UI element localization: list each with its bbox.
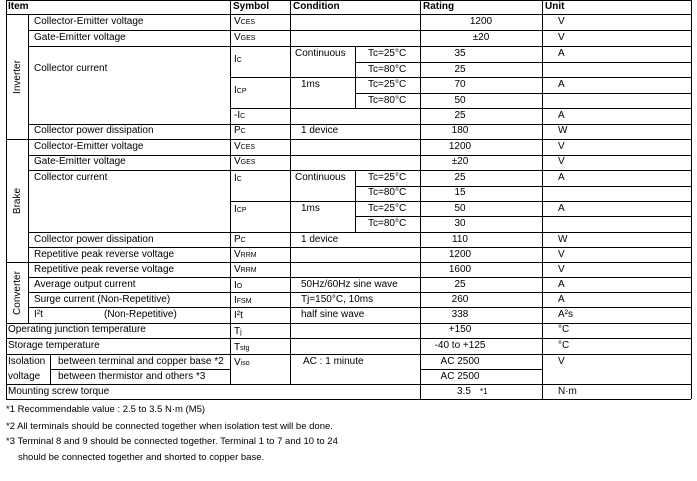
brk-vges-symbol: VGES [234, 156, 256, 167]
tj-unit: °C [558, 324, 570, 335]
group-inverter: Inverter [12, 60, 23, 94]
inv-minus-ic-rating: 25 [454, 110, 466, 121]
inv-pc-unit: W [558, 125, 568, 136]
cnv-i2t-unit: A²s [558, 309, 573, 320]
footnote-3: *3 Terminal 8 and 9 should be connected together. Terminal 1 to 7 and 10 to 24 [6, 436, 338, 447]
screw-rating: 3.5 [457, 386, 471, 397]
brk-vces-symbol: VCES [234, 141, 256, 152]
brk-ic-tc2: Tc=80°C [368, 187, 407, 198]
brk-pc-unit: W [558, 234, 568, 245]
header-unit: Unit [545, 1, 565, 12]
viso-condition: AC : 1 minute [303, 356, 364, 367]
tstg-unit: °C [558, 340, 570, 351]
inv-ic-symbol: IC [234, 54, 242, 65]
inv-vges-item: Gate-Emitter voltage [34, 32, 126, 43]
cnv-vrrm-item: Repetitive peak reverse voltage [34, 264, 175, 275]
inv-vges-symbol: VGES [234, 32, 256, 43]
brk-icp-tc1: Tc=25°C [368, 203, 407, 214]
brk-vces-rating: 1200 [448, 141, 472, 152]
group-brake: Brake [12, 187, 23, 215]
brk-vrrm-symbol: VRRM [234, 249, 257, 260]
brk-icp-condition: 1ms [301, 203, 320, 214]
cnv-ifsm-symbol: IFSM [234, 295, 252, 306]
cnv-ifsm-unit: A [558, 294, 565, 305]
brk-ic-condition: Continuous [295, 172, 346, 183]
inv-icp-rating2: 50 [454, 95, 466, 106]
cnv-vrrm-unit: V [558, 264, 565, 275]
inv-ic-condition: Continuous [295, 48, 346, 59]
inv-ic-rating2: 25 [454, 64, 466, 75]
inv-icp-tc1: Tc=25°C [368, 79, 407, 90]
tj-rating: +150 [448, 324, 472, 335]
header-rating: Rating [423, 1, 455, 12]
header-symbol: Symbol [233, 1, 270, 12]
cnv-io-item: Average output current [34, 279, 136, 290]
brk-icp-unit: A [558, 203, 565, 214]
group-converter: Converter [12, 271, 23, 315]
cnv-vrrm-rating: 1600 [448, 264, 472, 275]
cnv-ifsm-condition: Tj=150°C, 10ms [301, 294, 374, 305]
brk-pc-symbol: PC [234, 234, 246, 245]
inv-ic-item: Collector current [34, 63, 108, 74]
brk-vrrm-item: Repetitive peak reverse voltage [34, 249, 175, 260]
footnote-2: *2 All terminals should be connected together when isolation test will be done. [6, 421, 333, 432]
inv-icp-condition: 1ms [301, 79, 320, 90]
screw-rating-note: *1 [480, 387, 488, 396]
inv-icp-symbol: ICP [234, 85, 247, 96]
cnv-io-condition: 50Hz/60Hz sine wave [301, 279, 398, 290]
viso-unit: V [558, 356, 565, 367]
tj-symbol: Tj [234, 326, 242, 337]
inv-ic-tc1: Tc=25°C [368, 48, 407, 59]
inv-pc-rating: 180 [451, 125, 469, 136]
brk-vges-rating: ±20 [451, 156, 469, 167]
tstg-item: Storage temperature [8, 340, 100, 351]
inv-vges-rating: ±20 [472, 32, 490, 43]
brk-vrrm-rating: 1200 [448, 249, 472, 260]
brk-icp-rating2: 30 [454, 218, 466, 229]
inv-ic-unit: A [558, 48, 565, 59]
brk-vces-item: Collector-Emitter voltage [34, 141, 144, 152]
brk-vces-unit: V [558, 141, 565, 152]
brk-ic-tc1: Tc=25°C [368, 172, 407, 183]
inv-icp-tc2: Tc=80°C [368, 95, 407, 106]
cnv-io-symbol: IO [234, 280, 243, 291]
viso-item-voltage: voltage [8, 371, 41, 382]
inv-vces-unit: V [558, 16, 565, 27]
inv-ic-tc2: Tc=80°C [368, 64, 407, 75]
inv-icp-rating1: 70 [454, 79, 466, 90]
screw-item: Mounting screw torque [8, 386, 110, 397]
brk-icp-tc2: Tc=80°C [368, 218, 407, 229]
header-item: Item [8, 1, 29, 12]
inv-vces-rating: 1200 [469, 16, 493, 27]
brk-ic-rating2: 15 [454, 187, 466, 198]
inv-icp-unit: A [558, 79, 565, 90]
header-condition: Condition [293, 1, 340, 12]
brk-pc-rating: 110 [452, 234, 468, 245]
brk-icp-symbol: ICP [234, 204, 247, 215]
cnv-io-rating: 25 [454, 279, 466, 290]
inv-vges-unit: V [558, 32, 565, 43]
brk-vges-item: Gate-Emitter voltage [34, 156, 126, 167]
brk-ic-symbol: IC [234, 173, 242, 184]
brk-pc-item: Collector power dissipation [34, 234, 154, 245]
brk-vges-unit: V [558, 156, 565, 167]
cnv-i2t-item-note: (Non-Repetitive) [104, 309, 177, 320]
inv-ic-rating1: 35 [454, 48, 466, 59]
inv-pc-condition: 1 device [301, 125, 339, 136]
brk-ic-rating1: 25 [454, 172, 466, 183]
inv-vces-item: Collector-Emitter voltage [34, 16, 144, 27]
cnv-i2t-rating: 338 [451, 309, 469, 320]
viso-item-isolation: Isolation [8, 356, 46, 367]
viso-rating2: AC 2500 [440, 371, 480, 382]
brk-vrrm-unit: V [558, 249, 565, 260]
absolute-maximum-ratings-table [6, 0, 691, 399]
cnv-i2t-symbol: I²t [234, 310, 243, 321]
brk-pc-condition: 1 device [301, 234, 339, 245]
brk-ic-item: Collector current [34, 172, 108, 183]
footnote-1: *1 Recommendable value : 2.5 to 3.5 N·m (M5) [6, 404, 206, 415]
tstg-symbol: Tstg [234, 342, 250, 353]
inv-pc-symbol: PC [234, 125, 246, 136]
cnv-ifsm-item: Surge current (Non-Repetitive) [34, 294, 171, 305]
viso-symbol: Viso [234, 357, 250, 368]
cnv-i2t-item: I²t [34, 309, 43, 320]
viso-rating1: AC 2500 [440, 356, 480, 367]
tstg-rating: -40 to +125 [434, 340, 486, 351]
footnote-3-continued: should be connected together and shorted to copper base. [18, 452, 265, 463]
inv-minus-ic-symbol: -IC [234, 110, 246, 121]
brk-ic-unit: A [558, 172, 565, 183]
cnv-i2t-condition: half sine wave [301, 309, 365, 320]
inv-vces-symbol: VCES [234, 16, 256, 27]
viso-line-copper-base: between terminal and copper base *2 [58, 356, 224, 367]
inv-minus-ic-unit: A [558, 110, 565, 121]
cnv-io-unit: A [558, 279, 565, 290]
inv-pc-item: Collector power dissipation [34, 125, 154, 136]
cnv-vrrm-symbol: VRRM [234, 264, 257, 275]
tj-item: Operating junction temperature [8, 324, 146, 335]
screw-unit: N·m [558, 386, 577, 397]
brk-icp-rating1: 50 [454, 203, 466, 214]
cnv-ifsm-rating: 260 [451, 294, 469, 305]
viso-line-thermistor: between thermistor and others *3 [58, 371, 206, 382]
